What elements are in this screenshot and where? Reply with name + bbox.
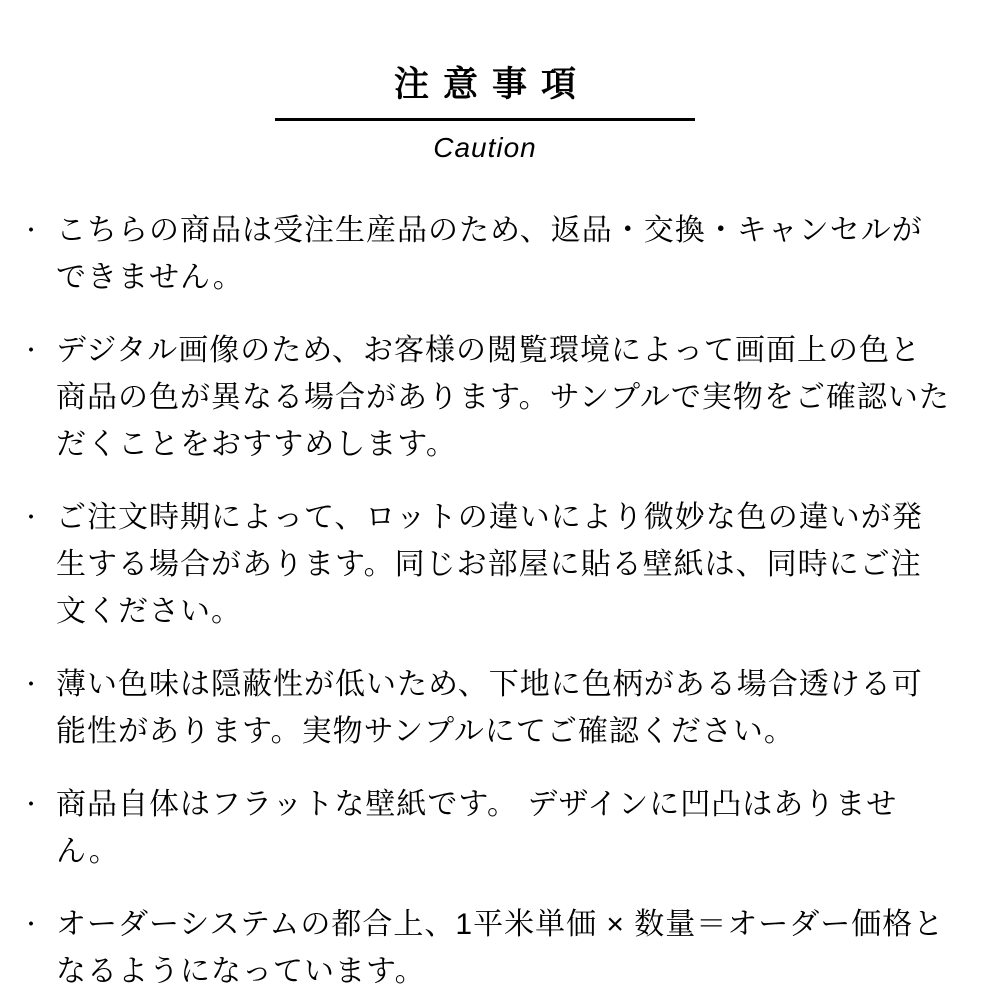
caution-item — [20, 661, 950, 755]
bullet-marker: ・ — [20, 792, 44, 817]
caution-item-text: ご注文時期によって、ロットの違いにより微妙な色の違いが発生する場合があります。同じお部屋に貼る壁紙は、同時にご注文ください。 — [56, 501, 923, 628]
bullet-marker: ・ — [20, 672, 44, 697]
page-subtitle: Caution — [433, 132, 537, 163]
bullet-marker: ・ — [20, 912, 44, 937]
caution-item-text: 商品自体はフラットな壁紙です。 デザインに凹凸はありません。 — [56, 788, 898, 868]
caution-item — [20, 207, 950, 301]
caution-item — [20, 494, 950, 635]
bullet-marker: ・ — [20, 505, 44, 530]
caution-item-text: こちらの商品は受注生産品のため、返品・交換・キャンセルができません。 — [56, 214, 923, 294]
page-title: 注意事項 — [393, 65, 590, 104]
caution-item — [20, 327, 950, 468]
title-divider — [275, 118, 695, 121]
bullet-marker: ・ — [20, 218, 44, 243]
caution-item-text: オーダーシステムの都合上、1平米単価 × 数量＝オーダー価格となるようになっています。 — [56, 908, 945, 988]
caution-item-text: 薄い色味は隠蔽性が低いため、下地に色柄がある場合透ける可能性があります。実物サンプルにてご確認ください。 — [56, 668, 923, 748]
bullet-marker: ・ — [20, 338, 44, 363]
header — [20, 64, 950, 165]
caution-item — [20, 781, 950, 875]
caution-item — [20, 901, 950, 995]
caution-list — [20, 207, 950, 995]
caution-item-text: デジタル画像のため、お客様の閲覧環境によって画面上の色と商品の色が異なる場合があります。サンプルで実物をご確認いただくことをおすすめします。 — [56, 334, 950, 461]
